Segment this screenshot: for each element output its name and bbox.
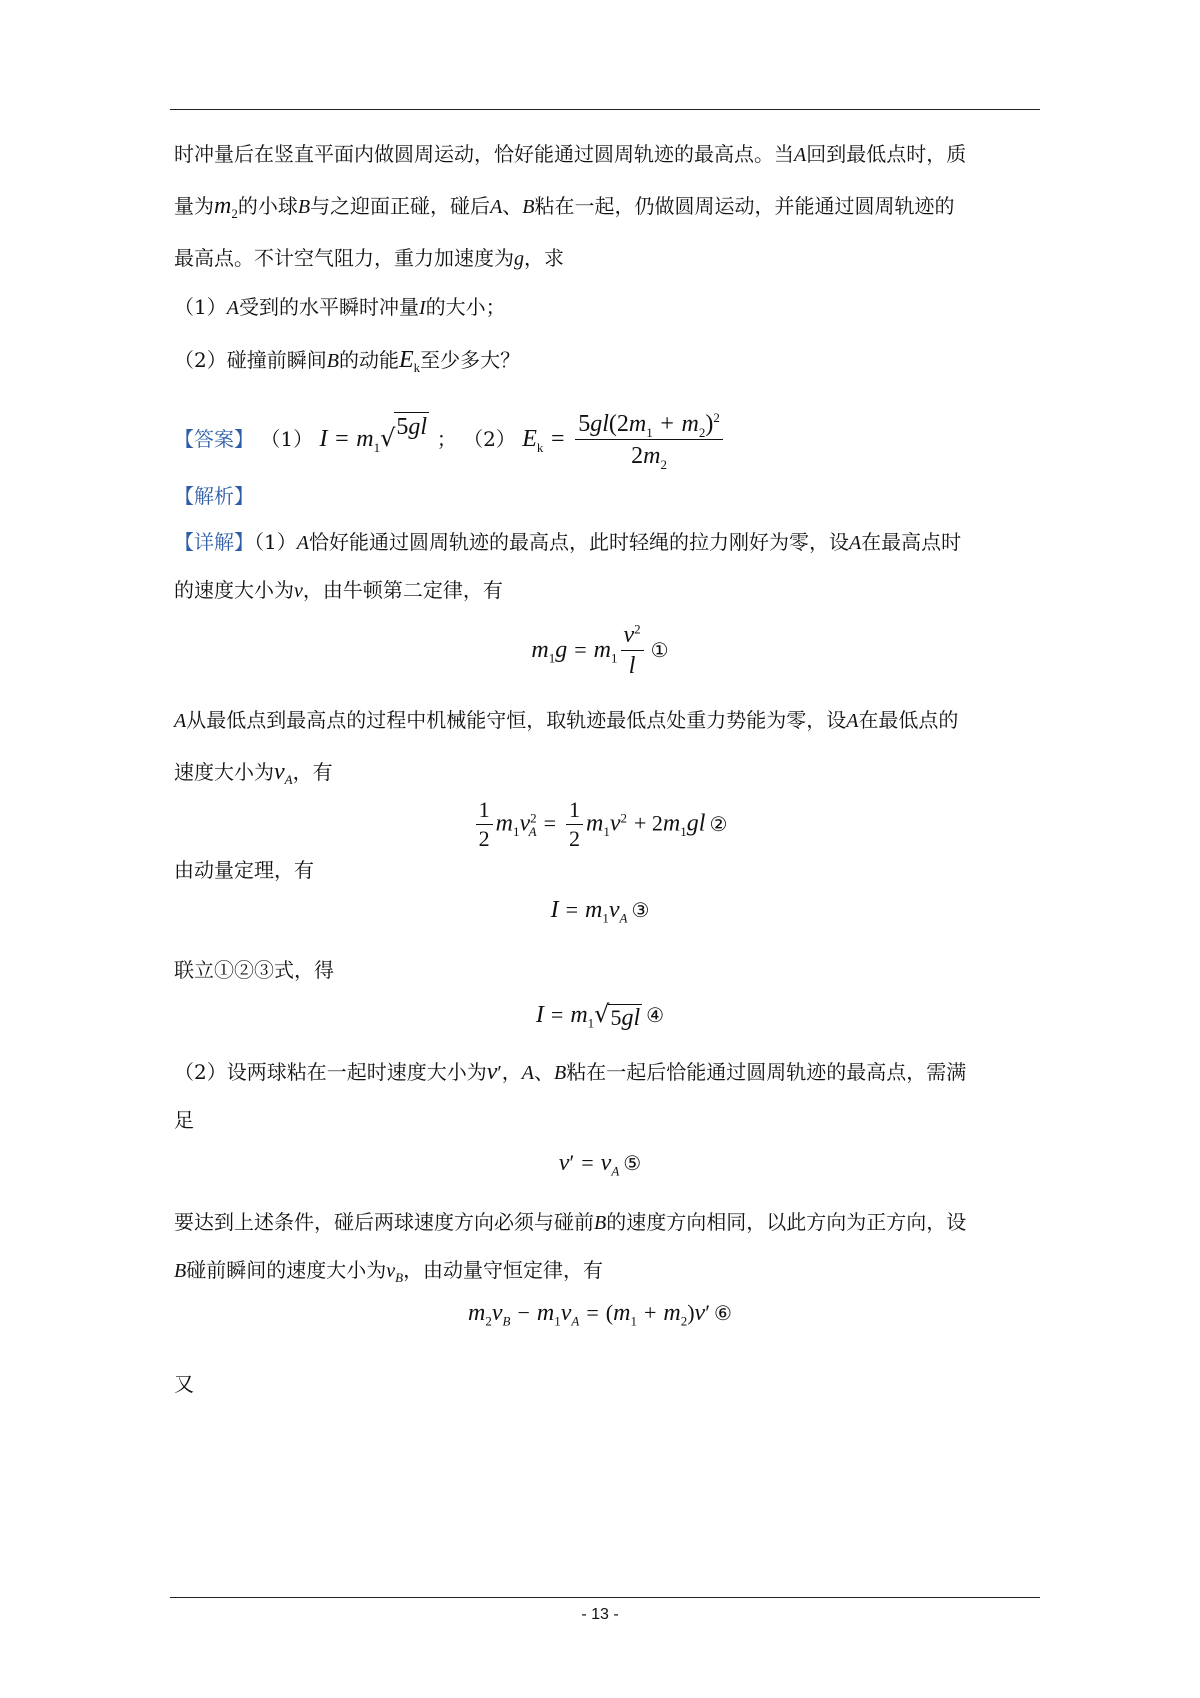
detail-line-1: 【详解】（1）A恰好能通过圆周轨迹的最高点，此时轻绳的拉力刚好为零，设A在最高点时 bbox=[174, 530, 962, 554]
problem-line-3: 最高点。不计空气阻力，重力加速度为g，求 bbox=[174, 246, 564, 270]
answer-line bbox=[174, 408, 1040, 472]
problem-line-1: 时冲量后在竖直平面内做圆周运动，恰好能通过圆周轨迹的最高点。当A回到最低点时，质 bbox=[174, 142, 967, 166]
detail-line-6: 联立①②③式，得 bbox=[174, 958, 334, 982]
page-number: - 13 - bbox=[581, 1606, 619, 1623]
detail-line-5: 由动量定理，有 bbox=[174, 858, 314, 882]
detail-line-9: 要达到上述条件，碰后两球速度方向必须与碰前B的速度方向相同，以此方向为正方向，设 bbox=[174, 1210, 967, 1234]
detail-line-8: 足 bbox=[174, 1108, 194, 1132]
equation-1: $m_1g = m_1$ $\frac{v^2}{l}$ ① bbox=[531, 621, 669, 680]
detail-line-10: B碰前瞬间的速度大小为$v_B$，由动量守恒定律，有 bbox=[174, 1258, 604, 1285]
equation-5: $v' = v_A$ ⑤ bbox=[558, 1150, 642, 1179]
equation-4: $I = m_1$ √ 5gl ④ bbox=[535, 1000, 665, 1031]
detail-tag: 【详解】 bbox=[174, 530, 254, 554]
detail-line-3: A从最低点到最高点的过程中机械能守恒，取轨迹最低点处重力势能为零，设A在最低点的 bbox=[174, 708, 959, 732]
detail-line-11: 又 bbox=[174, 1372, 194, 1396]
answer-part1-formula: $I = m_1$ √ 5gl bbox=[319, 424, 436, 452]
analysis-tag: 【解析】 bbox=[174, 484, 254, 508]
equation-2: $\frac{1}{2}$ $m_1v^2_A$ = $\frac{1}{2}$ $m_1v^2 + 2m_1gl$ ② bbox=[0, 798, 1200, 851]
detail-line-2: 的速度大小为v，由牛顿第二定律，有 bbox=[174, 578, 503, 602]
answer-separator: ； bbox=[436, 427, 457, 451]
header-rule bbox=[170, 109, 1040, 110]
detail-line-4: 速度大小为$v_A$，有 bbox=[174, 759, 333, 787]
answer-part2-label: （2） bbox=[463, 427, 516, 451]
footer-rule bbox=[170, 1597, 1040, 1598]
answer-tag: 【答案】 bbox=[174, 427, 254, 451]
equation-6: $m_2v_B - m_1v_A = (m_1 + m_2)v'$ ⑥ bbox=[468, 1300, 732, 1329]
question-1: （1）A受到的水平瞬时冲量I的大小； bbox=[174, 295, 506, 319]
question-2: （2）碰撞前瞬间B的动能$E_k$至少多大？ bbox=[174, 347, 521, 375]
answer-part2-formula: $E_k$ = $\frac{5gl(2m_1 + m_2)^2}{2m_2}$ bbox=[522, 424, 726, 452]
answer-part1-label: （1） bbox=[260, 427, 314, 451]
detail-line-7: （2）设两球粘在一起时速度大小为v′，A、B粘在一起后恰能通过圆周轨迹的最高点，需满 bbox=[174, 1059, 967, 1085]
equation-3: $I = m_1v_A$ ③ bbox=[550, 897, 650, 926]
problem-line-2: 量为$m_2$的小球B与之迎面正碰，碰后A、B粘在一起，仍做圆周运动，并能通过圆周轨迹的 bbox=[174, 193, 955, 221]
